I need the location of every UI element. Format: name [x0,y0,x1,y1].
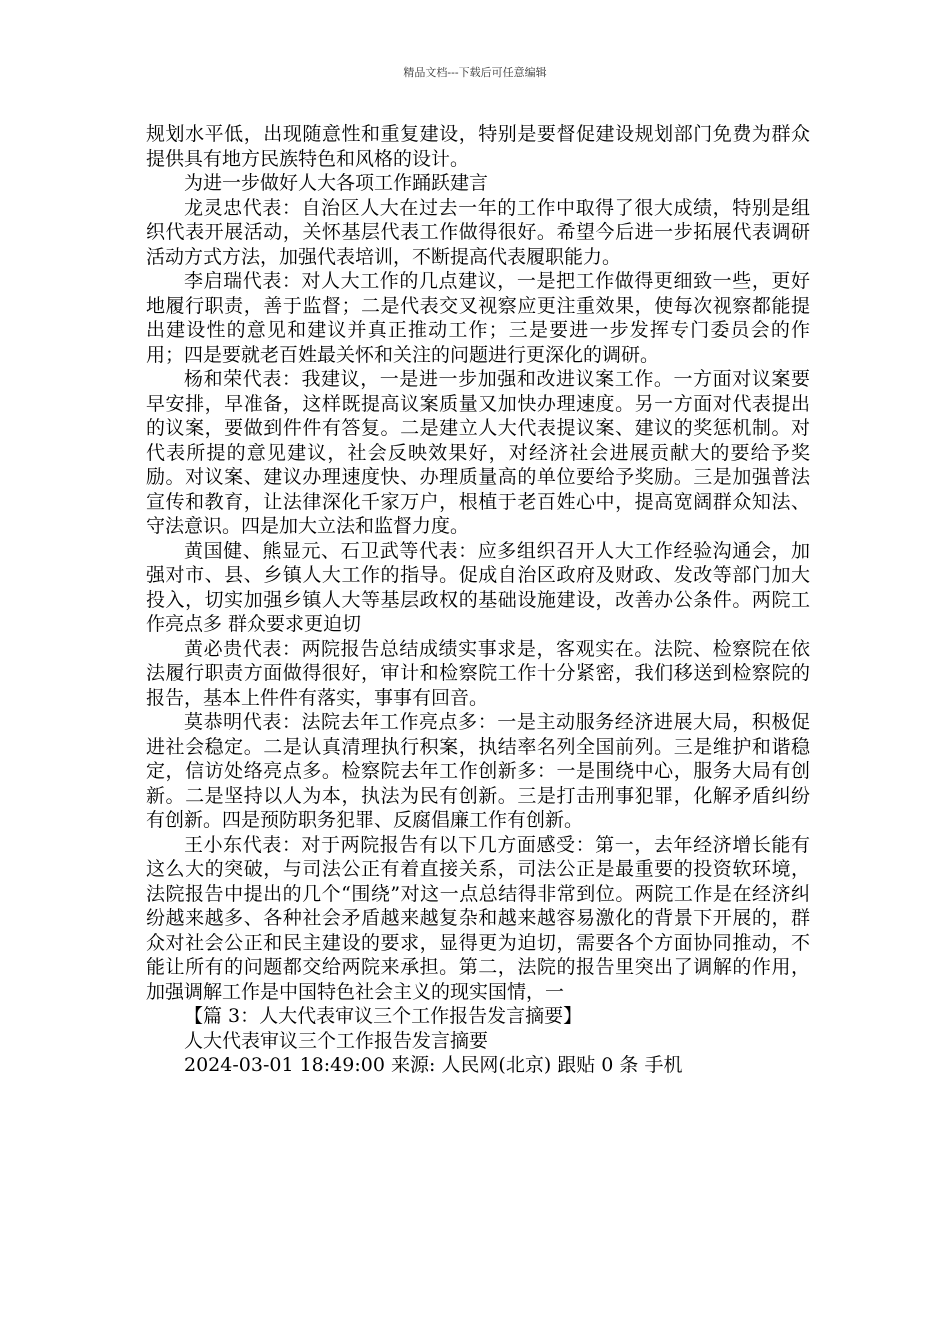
paragraph-4: 杨和荣代表：我建议，一是进一步加强和改进议案工作。一方面对议案要早安排，早准备，这样既提高议案质量又加快办理速度。另一方面对代表提出的议案，要做到件件有答复。二是建立人大代表提议案、建议的奖惩机制。对代表所提的意见建议，社会反映效果好，对经济社会进展贡献大的要给予奖励。对议案、建议办理速度快、办理质量高的单位要给予奖励。三是加强普法宣传和教育，让法律深化千家万户，根植于老百姓心中，提高宽阔群众知法、守法意识。四是加大立法和监督力度。 [146,368,810,537]
section-heading: 【篇 3：人大代表审议三个工作报告发言摘要】 [184,1005,583,1027]
paragraph-2: 龙灵忠代表：自治区人大在过去一年的工作中取得了很大成绩，特别是组织代表开展活动，关怀基层代表工作做得很好。希望今后进一步拓展代表调研活动方式方法，加强代表培训，不断提高代表履职能力。 [146,196,810,268]
paragraph-6: 黄必贵代表：两院报告总结成绩实事求是，客观实在。法院、检察院在依法履行职责方面做得很好，审计和检察院工作十分紧密，我们移送到检察院的报告，基本上件件有落实，事事有回音。 [146,637,810,709]
paragraph-8: 王小东代表：对于两院报告有以下几方面感受：第一，去年经济增长能有这么大的突破，与司法公正有着直接关系，司法公正是最重要的投资软环境，法院报告中提出的几个“围绕”对这一点总结得非常到位。两院工作是在经济纠纷越来越多、各种社会矛盾越来越复杂和越来越容易激化的背景下开展的，群众对社会公正和民主建设的要求，显得更为迫切，需要各个方面协同推动，不能让所有的问题都交给两院来承担。第二，法院的报告里突出了调解的作用，加强调解工作是中国特色社会主义的现实国情，一 [146,833,810,1003]
paragraph-3: 李启瑞代表：对人大工作的几点建议，一是把工作做得更细致一些，更好地履行职责，善于监督；二是代表交叉视察应更注重效果，使每次视察都能提出建设性的意见和建议并真正推动工作；三是要进一步发挥专门委员会的作用；四是要就老百姓最关怀和关注的问题进行更深化的调研。 [146,270,810,366]
article-title: 人大代表审议三个工作报告发言摘要 [184,1029,489,1052]
paragraph-7: 莫恭明代表：法院去年工作亮点多：一是主动服务经济进展大局，积极促进社会稳定。二是认真清理执行积案，执结率名列全国前列。三是维护和谐稳定，信访处络亮点多。检察院去年工作创新多：一是围绕中心，服务大局有创新。二是坚持以人为本，执法为民有创新。三是打击刑事犯罪，化解矛盾纠纷有创新。四是预防职务犯罪、反腐倡廉工作有创新。 [146,711,810,831]
article-meta: 2024-03-01 18:49:00 来源: 人民网(北京) 跟贴 0 条 手机 [184,1054,683,1076]
document-body [146,122,810,1078]
page-header: 精品文档---下载后可任意编辑 [403,66,547,79]
paragraph-5: 黄国健、熊显元、石卫武等代表：应多组织召开人大工作经验沟通会，加强对市、县、乡镇人大工作的指导。促成自治区政府及财政、发改等部门加大投入，切实加强乡镇人大等基层政权的基础设施建设，改善办公条件。两院工作亮点多 群众要求更迫切 [146,539,810,635]
paragraph-0: 规划水平低，出现随意性和重复建设，特别是要督促建设规划部门免费为群众提供具有地方民族特色和风格的设计。 [146,123,810,170]
paragraph-1: 为进一步做好人大各项工作踊跃建言 [184,172,489,194]
